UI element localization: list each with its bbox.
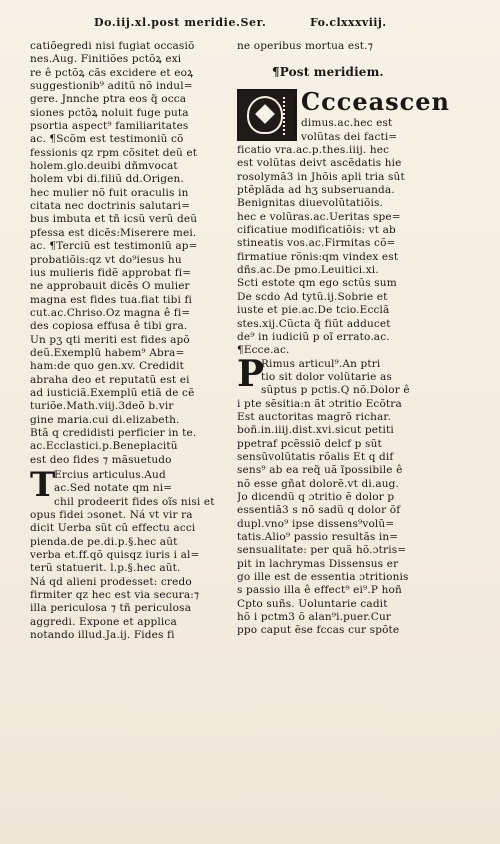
- running-head: Do.iij.xl.post meridie.Ser.: [94, 16, 267, 29]
- text-line: illa periculosa ⁊ tñ periculosa: [30, 602, 192, 615]
- text-line: Ná qd alieni prodesset: credo: [30, 575, 192, 588]
- text-line: rosolymã3 in Jhõis apli tria sũt: [237, 170, 405, 183]
- text-line: psortia aspect⁹ familiaritates: [30, 120, 189, 133]
- text-line: firmatiue rõnis:qm vindex est: [237, 250, 399, 263]
- text-line: abraha deo et reputatũ est ei: [30, 373, 190, 386]
- left-para-2: [30, 465, 235, 642]
- text-line: cificatiue modificatiõis: vt ab: [237, 224, 396, 237]
- text-line: des copiosa effusa ê tibi gra.: [30, 320, 188, 333]
- text-line: nes.Aug. Finitiões pctõꝝ exi: [30, 53, 182, 66]
- text-line: sensũvolũtatis rõalis Et q dif: [237, 450, 394, 463]
- text-line: boñ.in.iiij.dist.xvi.sicut petiti: [237, 424, 394, 437]
- text-line: ac. ¶Terciũ est testimoniũ ap=: [30, 240, 198, 253]
- text-line: nõ esse gñat dolorẽ.vt di.aug.: [237, 477, 400, 490]
- text-line: chil prodeerit fides oĩs nisi et: [54, 495, 215, 508]
- text-line: sensualitate: per quã hõ.ɔtris=: [237, 544, 407, 557]
- right-para-2: [237, 352, 475, 638]
- text-line: citata nec doctrinis salutari=: [30, 200, 191, 213]
- text-line: aggredi. Expone et applica: [30, 615, 177, 628]
- text-line: bus imbuta et tñ icsũ verũ deũ: [30, 213, 198, 226]
- text-line: ficatio vra.ac.p.thes.iiij. hec: [237, 144, 390, 157]
- text-line: catiõegredi nisi fugiat occasiõ: [30, 40, 195, 52]
- drop-cap-p: P: [237, 352, 265, 395]
- text-line: ne approbauit dicẽs O mulier: [30, 280, 190, 293]
- text-line: ppetraf pcẽssiõ delcf p sũt: [237, 437, 382, 450]
- text-line: Ercius articulus.Aud: [54, 469, 166, 481]
- left-column: [30, 40, 235, 642]
- text-line: terũ statuerit. l.p.§.hec aũt.: [30, 562, 181, 575]
- text-line: stineatis vos.ac.Firmitas cõ=: [237, 237, 396, 250]
- text-line: turiõe.Math.viij.3deõ b.vir: [30, 400, 174, 413]
- text-line: Rimus articul⁹.An ptri: [261, 357, 381, 370]
- text-line: fessionis qz rpm cõsitet deũ et: [30, 146, 198, 159]
- text-line: holem.glo.deuibi dñmvocat: [30, 160, 178, 173]
- text-line: sũptus p pctis.Q nõ.Dolor ê: [261, 384, 410, 397]
- text-line: gine maria.cui di.elizabeth.: [30, 413, 180, 426]
- text-line: holem vbi di.filiũ dd.Origen.: [30, 173, 184, 186]
- right-column: [237, 40, 475, 638]
- opening-word: Ccceascen: [301, 87, 450, 117]
- text-line: ne operibus mortua est.⁊: [237, 40, 374, 52]
- text-line: s passio illa ê effect⁹ ei⁹.P hoñ: [237, 584, 402, 597]
- text-line: pienda.de pe.di.p.§.hec aũt: [30, 535, 178, 548]
- text-line: ham:de quo gen.xv. Credidit: [30, 360, 184, 373]
- text-line: dicit Uerba sũt cũ effectu acci: [30, 522, 196, 535]
- decorated-initial-c-icon: [237, 89, 297, 141]
- text-line: firmiter qz hec est via secura:⁊: [30, 589, 200, 602]
- text-line: Scti estote qm ego sctũs sum: [237, 277, 397, 290]
- text-line: opus fidei ɔsonet. Ná vt vir ra: [30, 509, 193, 522]
- folio-number: Fo.clxxxviij.: [310, 16, 387, 29]
- text-line: tatis.Alio⁹ passio resultãs in=: [237, 531, 399, 543]
- text-line: Btã q credidisti perficier in te.: [30, 426, 197, 439]
- text-line: Un pʒ qti meriti est fides apõ: [30, 333, 190, 346]
- illuminated-initial-block: [237, 87, 475, 144]
- text-line: probatiõis:qz vt do⁹iesus hu: [30, 253, 182, 266]
- text-line: cut.ac.Chriso.Oz magna ê fi=: [30, 306, 191, 319]
- text-line: ad iusticiã.Exemplũ etiã de cẽ: [30, 386, 195, 399]
- text-line: Jo dicendũ q ɔtritio ẽ dolor p: [237, 490, 395, 503]
- text-line: Benignitas diuevolũtatiõis.: [237, 197, 384, 210]
- text-line: de⁹ in iudiciũ p oĩ errato.ac.: [237, 330, 390, 343]
- text-line: hec e volũras.ac.Ueritas spe=: [237, 210, 401, 223]
- text-line: essentiã3 s nõ sadũ q dolor õf: [237, 504, 401, 517]
- text-line: ¶Ecce.ac.: [237, 344, 290, 357]
- text-line: De scdo Ad tytũ.ij.Sobrie et: [237, 290, 388, 303]
- text-line: est deo fides ⁊ mãsuetudo: [30, 453, 172, 466]
- text-line: tio sit dolor volũtarie as: [261, 370, 392, 383]
- text-line: ac.Sed notate qm ni=: [54, 482, 173, 495]
- text-line: dimus.ac.hec est: [301, 117, 393, 130]
- text-line: hõ i pctm3 õ alan⁹i.puer.Cur: [237, 611, 392, 624]
- text-line: pfessa est dicẽs:Miserere mei.: [30, 226, 197, 239]
- text-line: pit in lachrymas Dissensus er: [237, 557, 399, 570]
- text-line: gere. Jnnche ptra eos q̃ occa: [30, 93, 187, 106]
- text-line: hec mulier nõ fuit oraculis in: [30, 186, 189, 199]
- text-line: ptẽplãda ad hʒ subseruanda.: [237, 184, 395, 197]
- text-line: est volũtas deivt ascẽdatis hie: [237, 157, 402, 170]
- text-line: siones pctõꝝ noluit fuge puta: [30, 106, 189, 119]
- right-para-1: [237, 144, 475, 358]
- text-line: i pte sẽsitia:n ãt ɔtritio Ecõtra: [237, 397, 402, 410]
- text-line: dñs.ac.De pmo.Leuitici.xi.: [237, 264, 379, 277]
- text-line: magna est fides tua.fiat tibi fi: [30, 293, 193, 306]
- text-line: re ê pctõꝝ cãs excidere et eoꝝ: [30, 66, 194, 79]
- text-line: ac.Ecclastici.p.Beneplacitũ: [30, 440, 178, 453]
- text-line: iuste et pie.ac.De tcio.Ecclã: [237, 304, 390, 317]
- text-line: Cpto suñs. Uoluntarie cadit: [237, 597, 388, 610]
- text-line: stes.xij.Cũcta q̃ fiũt adducet: [237, 317, 391, 330]
- text-line: dupl.vno⁹ ipse dissens⁹volũ=: [237, 517, 395, 530]
- text-line: suggestionib⁹ aditũ nõ indul=: [30, 80, 193, 93]
- text-line: go ille est de essentia ɔtritionis: [237, 571, 409, 584]
- text-line: deũ.Exemplũ habem⁹ Abra=: [30, 346, 185, 359]
- text-line: notando illud.Ja.ij. Fides fi: [30, 629, 175, 642]
- text-line: verba et.ff.qõ quisqz iuris i al=: [30, 549, 200, 562]
- section-heading: ¶Post meridiem.: [272, 65, 384, 80]
- text-line: volũtas dei facti=: [301, 130, 398, 143]
- text-line: ius mulieris fidẽ approbat fi=: [30, 266, 192, 279]
- text-line: ppo caput ẽse fccas cur spõte: [237, 624, 400, 637]
- left-para-1: [30, 40, 235, 467]
- drop-cap-t: T: [30, 465, 56, 505]
- text-line: Est auctoritas magrõ richar.: [237, 410, 391, 423]
- text-line: ac. ¶Scõm est testimoniũ cõ: [30, 133, 184, 146]
- text-line: sens⁹ ab ea req̃ uã ĩpossibile ê: [237, 464, 403, 477]
